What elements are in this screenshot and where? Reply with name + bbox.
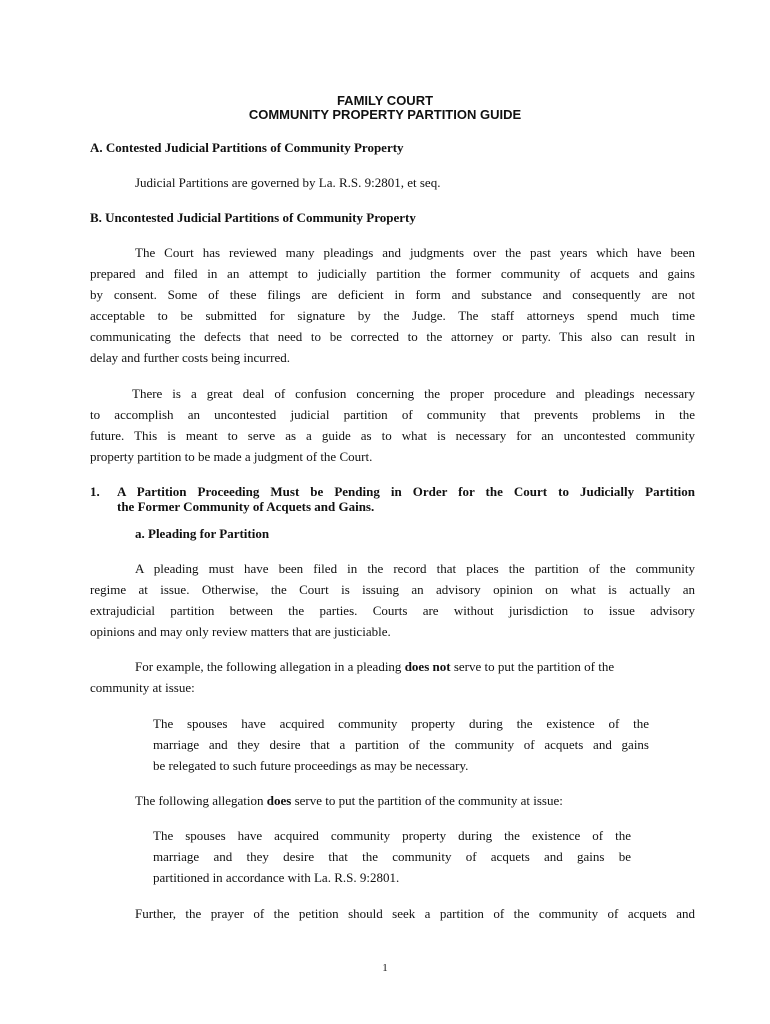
para2-line: There is a great deal of confusion concerning the proper procedure and pleadings necessary [132, 386, 695, 401]
quote2-line: The spouses have acquired community property during the existence of the [153, 828, 631, 843]
para2-line: future. This is meant to serve as a guide as to what is necessary for an uncontested community [90, 428, 695, 443]
quote1-line: be relegated to such future proceedings as may be necessary. [153, 758, 469, 773]
item1-number: 1. [90, 484, 100, 499]
doc-title-line1: FAMILY COURT [336, 93, 434, 108]
quote2-line: partitioned in accordance with La. R.S. 9:2801. [153, 870, 400, 885]
para1-line: prepared and filed in an attempt to judicially partition the former community of acquets and gains [90, 266, 695, 281]
para1-line: by consent. Some of these filings are deficient in form and substance and consequently are not [90, 287, 695, 302]
section-a-text: Judicial Partitions are governed by La. R.S. 9:2801, et seq. [135, 175, 441, 190]
doc-title-line2: COMMUNITY PROPERTY PARTITION GUIDE [248, 107, 522, 122]
page-number: 1 [382, 962, 388, 974]
para5-text: serve to put the partition of the community at issue: [291, 793, 563, 808]
para5-line [135, 793, 563, 809]
para4-emphasis: does not [404, 659, 451, 674]
para3-line: opinions and may only review matters that are justiciable. [90, 624, 391, 639]
quote2-line: marriage and they desire that the community of acquets and gains be [153, 849, 631, 864]
para1-line: acceptable to be submitted for signature by the Judge. The staff attorneys spend much time [90, 308, 695, 323]
para2-line: property partition to be made a judgment of the Court. [90, 449, 373, 464]
para2-line: to accomplish an uncontested judicial partition of community that prevents problems in the [90, 407, 695, 422]
para1-line: communicating the defects that need to be corrected to the attorney or party. This also can result in [90, 329, 695, 344]
para6-line: Further, the prayer of the petition should seek a partition of the community of acquets and [135, 906, 695, 921]
quote1-line: marriage and they desire that a partition of the community of acquets and gains [153, 737, 649, 752]
para5-text: The following allegation [135, 793, 267, 808]
para4-line1 [135, 659, 614, 675]
para3-line: extrajudicial partition between the parties. Courts are without jurisdiction to issue advisory [90, 603, 695, 618]
para4-text: For example, the following allegation in a pleading [135, 659, 405, 674]
item1-heading-line2: the Former Community of Acquets and Gains. [117, 499, 375, 514]
quote1-line: The spouses have acquired community property during the existence of the [153, 716, 649, 731]
para3-line: regime at issue. Otherwise, the Court is issuing an advisory opinion on what is actually an [90, 582, 695, 597]
para3-line: A pleading must have been filed in the record that places the partition of the community [135, 561, 695, 576]
section-a-heading: A. Contested Judicial Partitions of Community Property [90, 140, 404, 155]
para4-text: serve to put the partition of the [450, 659, 615, 674]
para5-emphasis: does [266, 793, 292, 808]
section-b-heading: B. Uncontested Judicial Partitions of Community Property [90, 210, 416, 225]
para4-line2: community at issue: [90, 680, 195, 695]
item1-heading-line1: A Partition Proceeding Must be Pending in Order for the Court to Judicially Partition [117, 484, 695, 499]
subsection-a-heading: a. Pleading for Partition [135, 526, 270, 541]
para1-line: The Court has reviewed many pleadings and judgments over the past years which have been [135, 245, 695, 260]
para1-line: delay and further costs being incurred. [90, 350, 290, 365]
